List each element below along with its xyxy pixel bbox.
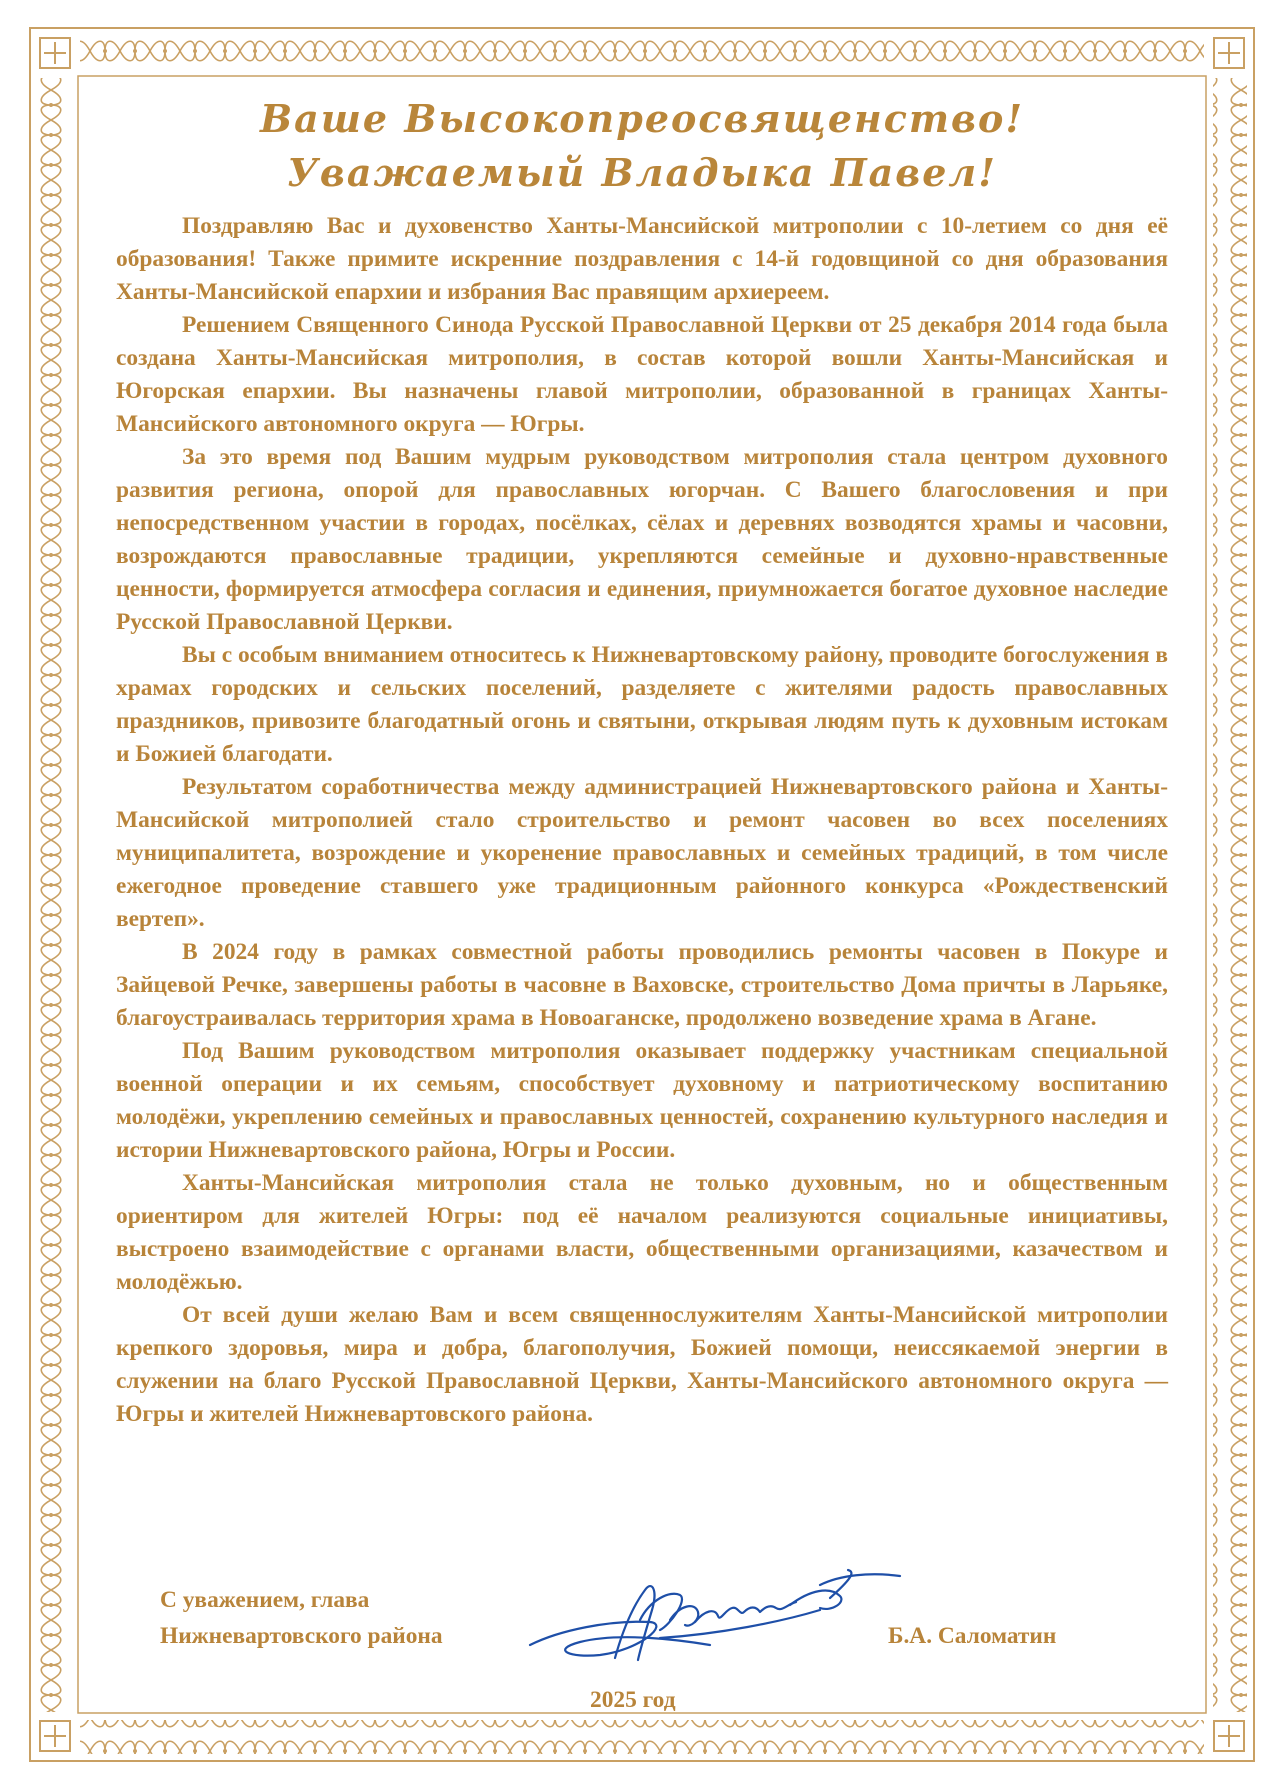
closing-line-2: Нижневартовского района (160, 1623, 443, 1649)
paragraph: От всей души желаю Вам и всем священнослужителям Ханты-Мансийской митрополии крепкого здоровья, мира и добра, благополучия, Божией помощи, неиссякаемой энергии в служении на благо Русской Православной Церкви, Ханты-Мансийского автономного округа — Югры и жителей Нижневартовского района. (116, 1302, 1168, 1427)
handwritten-signature-icon (520, 1550, 920, 1680)
greeting-line-2: Уважаемый Владыка Павел! (287, 150, 997, 195)
paragraph: В 2024 году в рамках совместной работы проводились ремонты часовен в Покуре и Зайцевой Речке, завершены работы в часовне в Ваховске, строительство Дома причты в Ларьяке, благоустраивалась территория храма в Новоаганске, продолжено возведение храма в Агане. (116, 939, 1168, 1031)
paragraph: Поздравляю Вас и духовенство Ханты-Мансийской митрополии с 10-летием со дня её образования! Также примите искренние поздравления с 14-й годовщиной со дня образования Ханты-Мансийской епархии и избрания Вас правящим архиереем. (116, 213, 1168, 305)
paragraph: Под Вашим руководством митрополия оказывает поддержку участникам специальной военной операции и их семьям, способствует духовному и патриотическому воспитанию молодёжи, укреплению семейных и православных ценностей, сохранению культурного наследия и истории Нижневартовского района, Югры и России. (116, 1038, 1168, 1163)
paragraph: Решением Священного Синода Русской Православной Церкви от 25 декабря 2014 года была создана Ханты-Мансийская митрополия, в состав которой вошли Ханты-Мансийская и Югорская епархии. Вы назначены главой митрополии, образованной в границах Ханты-Мансийского автономного округа — Югры. (116, 312, 1168, 437)
greeting-line-1: Ваше Высокопреосвященство! (259, 96, 1025, 141)
paragraph: Вы с особым вниманием относитесь к Нижневартовскому району, проводите богослужения в храмах городских и сельских поселений, разделяете с жителями радость православных праздников, привозите благодатный огонь и святыни, открывая людям путь к духовным истокам и Божией благодати. (116, 642, 1168, 767)
paragraph: За это время под Вашим мудрым руководством митрополия стала центром духовного развития региона, опорой для православных югорчан. С Вашего благословения и при непосредственном участии в городах, посёлках, сёлах и деревнях возводятся храмы и часовни, возрождаются православные традиции, укрепляются семейные и духовно-нравственные ценности, формируется атмосфера согласия и единения, приумножается богатое духовное наследие Русской Православной Церкви. (116, 444, 1168, 635)
closing-line-1: С уважением, глава (160, 1587, 370, 1613)
letter-year: 2025 год (590, 1687, 676, 1713)
letter-body (116, 210, 1168, 1431)
signatory-name: Б.А. Саломатин (888, 1623, 1057, 1649)
paragraph: Ханты-Мансийская митрополия стала не только духовным, но и общественным ориентиром для жителей Югры: под её началом реализуются социальные инициативы, выстроено взаимодействие с органами власти, общественными организациями, казачеством и молодёжью. (116, 1170, 1168, 1295)
paragraph: Результатом соработничества между администрацией Нижневартовского района и Ханты-Мансийской митрополией стало строительство и ремонт часовен во всех поселениях муниципалитета, возрождение и укоренение православных и семейных традиций, в том числе ежегодное проведение ставшего уже традиционным районного конкурса «Рождественский вертеп». (116, 774, 1168, 932)
